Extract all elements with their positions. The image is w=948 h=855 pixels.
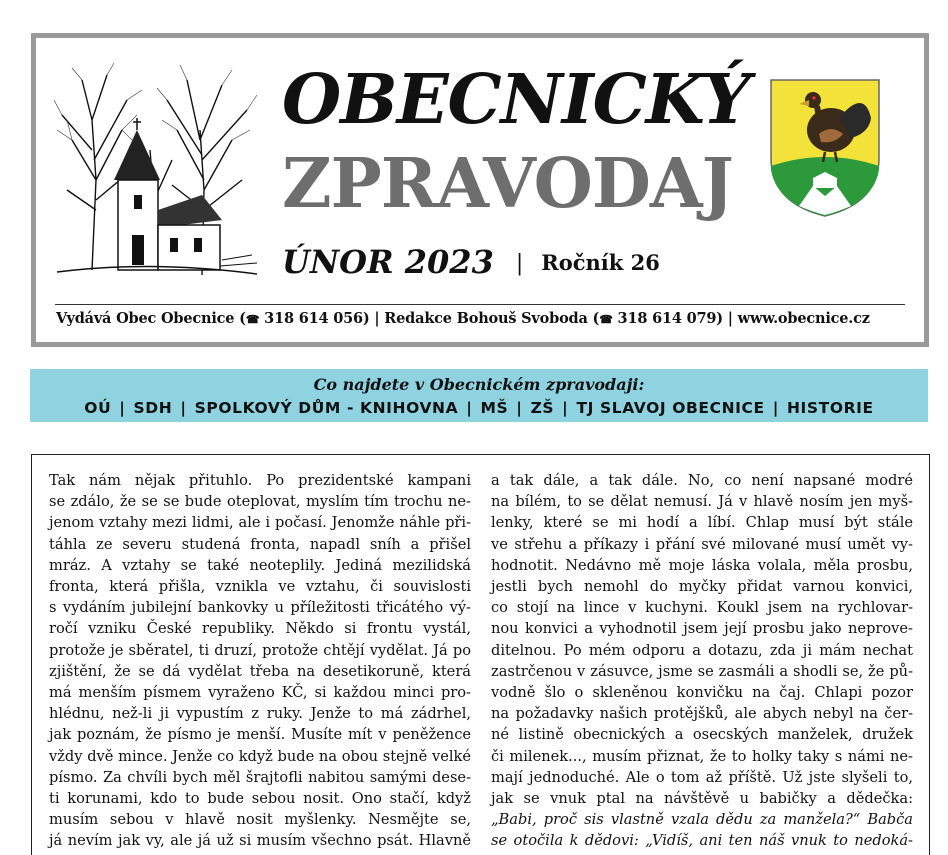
article-line: ti korunami, kdo to bude sebou nosit. Ono stačí, když [49,790,471,808]
publisher-text-2: 318 614 056) | Redakce Bohouš Svoboda ( [259,310,600,327]
article-line: a tak dále, a tak dále. No, co není napsané modré [491,472,913,489]
article-right-column [491,470,913,852]
article-line: vodně šlo o skleněnou konvičku na čaj. Chlapi pozor [491,684,913,702]
article-line: ditelnou. Po mém odporu a dotazu, zda ji mám nechat [491,641,913,659]
article-line: ve střehu a příkazy i přání své milované musí umět vy- [491,535,913,553]
article-line: hlédnu, než-li ji vypustím z ruky. Jenže to má zádrhel, [49,705,471,723]
telephone-icon: ☎ [599,313,613,326]
contents-item: OÚ [84,399,112,417]
contents-item: SPOLKOVÝ DŮM - KNIHOVNA [194,399,459,417]
telephone-icon: ☎ [245,313,260,326]
article-line: jenom vztahy mezi lidmi, ale i počasí. Jenomže náhle při- [49,514,471,532]
article-line: lenky, které se mi hodí a líbí. Chlap musí být stále [491,514,913,532]
masthead-divider [55,304,905,305]
church-illustration-icon [52,60,262,290]
contents-separator: | [466,399,473,417]
article-line: já nevím jak vy, ale já už si musím všechno psát. Hlavně [49,832,471,850]
article-line: ročí vzniku České republiky. Někdo si frontu vystál, [49,620,471,638]
title-line-1: OBECNICKÝ [282,60,750,140]
contents-separator: | [772,399,779,417]
article-line: mají jednoduché. Ale o tom až příště. Už jste slyšeli to, [491,768,913,786]
title-line-2: ZPRAVODAJ [282,144,733,224]
contents-banner [30,369,928,422]
article-line: jak poznám, že písmo je menší. Musíte mít v peněžence [49,726,471,744]
issue-line [282,243,660,281]
contents-items [30,398,928,418]
contents-item: SDH [133,399,173,417]
contents-heading: Co najdete v Obecnickém zpravodaji: [313,375,645,394]
publisher-line [56,310,906,327]
article-line: se otočila k dědovi: „Vidíš, ani ten náš vnuk to nedoká- [491,832,913,850]
article-line: né listině obecnických a osecských manželek, družek [491,726,913,744]
article-line: „Babi, proč sis vlastně vzala dědu za manžela?“ Babča [491,811,913,829]
article-line: jak se vnuk ptal na návštěvě u babičky a dědečka: [491,790,913,808]
article-box [31,454,930,855]
volume-number: Ročník 26 [541,250,660,275]
article-left-column [49,470,471,852]
article-line: či milenek..., musím přiznat, že to holky taky s námi ne- [491,747,913,765]
article-line: jestli bych nemohl do myčky přidat varnou konvici, [491,578,913,596]
article-line: co stojí na lince v kuchyni. Koukl jsem na rychlovar- [491,599,913,617]
publisher-text-3: 318 614 079) | www.obecnice.cz [612,310,870,327]
article-line: na požadavky našich protějšků, ale abych nebyl na čer- [491,705,913,723]
coat-of-arms-icon [769,78,881,218]
contents-separator: | [562,399,569,417]
publisher-text-1: Vydává Obec Obecnice ( [56,310,246,327]
article-line: s vydáním jubilejní bankovky u příležitosti třicátého vý- [49,599,471,617]
contents-item: TJ SLAVOJ OBECNICE [576,399,765,417]
contents-separator: | [516,399,523,417]
contents-separator: | [180,399,187,417]
article-line: hodnotit. Nedávno mě moje láska volala, měla prosbu, [491,556,913,574]
contents-item: MŠ [480,399,509,417]
masthead [31,33,929,347]
article-line: na bílém, to se dělat nemusí. Já v hlavě nosím jen myš- [491,493,913,511]
contents-separator: | [119,399,126,417]
article-line: zjištění, že se dá vydělat třeba na desetikoruně, která [49,662,471,680]
article-line: protože je sběratel, ti druzí, protože chtějí vydělat. Já po [49,641,471,659]
article-line: písmo. Za chvíli bych měl šrajtofli nabitou samými dese- [49,768,471,786]
issue-separator: | [515,251,524,276]
article-line: vždy dvě mince. Jenže co když bude na obou stejně velké [49,747,471,765]
article-line: musím sebou v hlavě nosit myšlenky. Nesmějte se, [49,811,471,829]
article-line: zastrčenou v zásuvce, jsme se zasmáli a shodli se, že pů- [491,662,913,680]
contents-item: ZŠ [530,399,555,417]
article-line: táhla ze severu studená fronta, napadl sníh a přišel [49,535,471,553]
article-line: fronta, která přišla, vznikla ve vztahu, či souvislosti [49,578,471,596]
article-line: mráz. A vztahy se také neoteplily. Jediná mezilidská [49,556,471,574]
issue-date: ÚNOR 2023 [282,243,494,281]
article-line: má menším písmem vyraženo KČ, si každou minci pro- [49,684,471,702]
contents-item: HISTORIE [786,399,874,417]
article-line: se zdálo, že se se bude oteplovat, myslím tím trochu ne- [49,493,471,511]
article-line: nou konvici a vyhodnotil jsem její prosbu jako neprove- [491,620,913,638]
article-line: Tak nám nějak přituhlo. Po prezidentské kampani [49,472,471,489]
